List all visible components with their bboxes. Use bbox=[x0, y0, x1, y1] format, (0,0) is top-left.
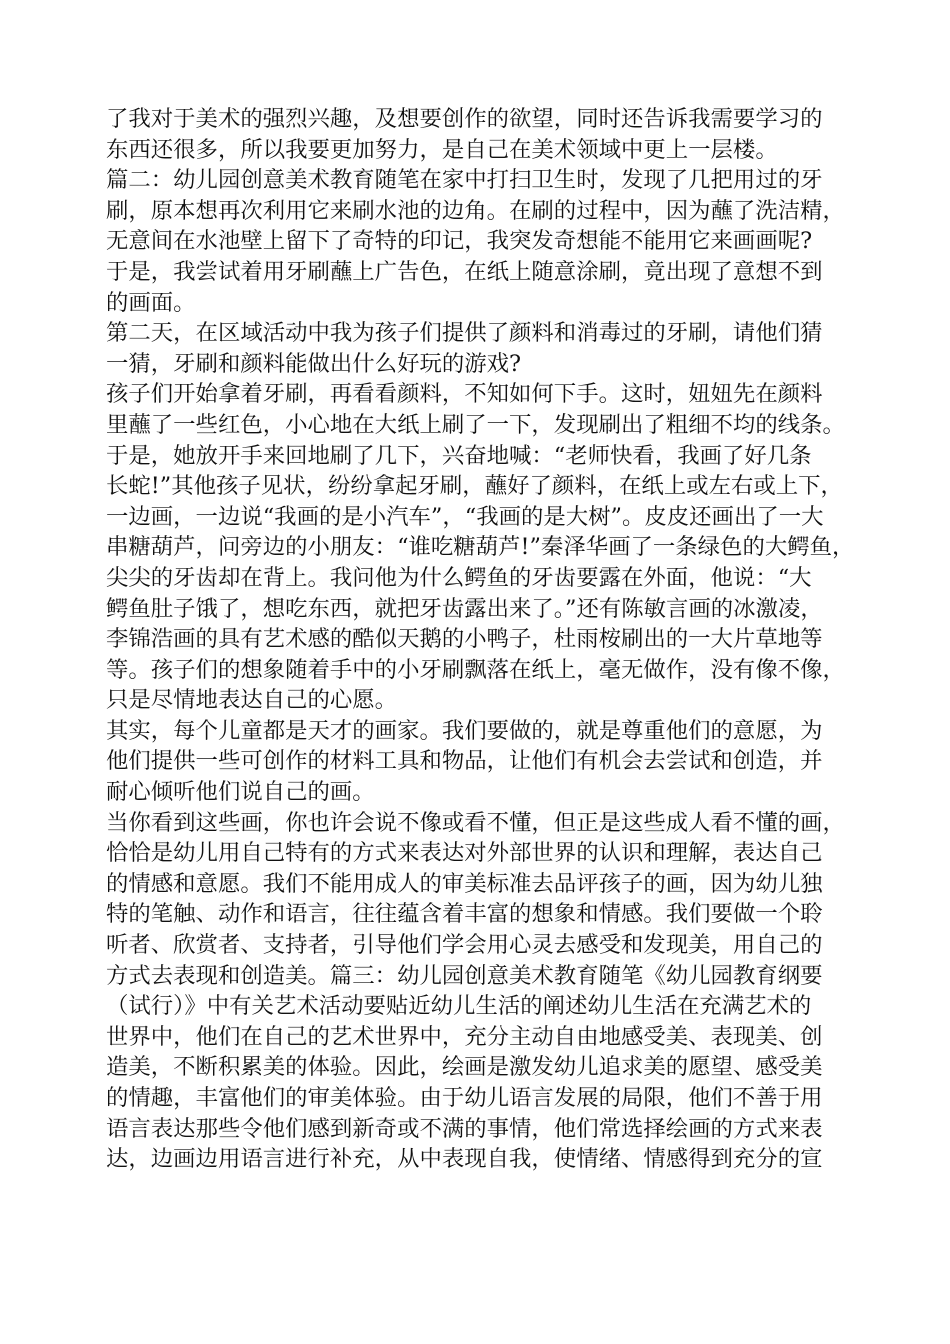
text-line: 达，边画边用语言进行补充，从中表现自我，使情绪、情感得到充分的宣 bbox=[106, 1146, 823, 1173]
text-line: 于是，我尝试着用牙刷蘸上广告色，在纸上随意涂刷，竟出现了意想不到 bbox=[106, 258, 823, 285]
text-line: 恰恰是幼儿用自己特有的方式来表达对外部世界的认识和理解，表达自己 bbox=[106, 840, 823, 867]
text-line: 特的笔触、动作和语言，往往蕴含着丰富的想象和情感。我们要做一个聆 bbox=[106, 901, 823, 928]
text-line: 了我对于美术的强烈兴趣，及想要创作的欲望，同时还告诉我需要学习的 bbox=[106, 106, 823, 132]
text-line: 无意间在水池壁上留下了奇特的印记，我突发奇想能不能用它来画画呢? bbox=[106, 228, 813, 255]
text-line: 等。孩子们的想象随着手中的小牙刷飘落在纸上，毫无做作，没有像不像， bbox=[106, 656, 845, 683]
text-line: 的画面。 bbox=[106, 289, 196, 316]
text-line: 听者、欣赏者、支持者，引导他们学会用心灵去感受和发现美，用自己的 bbox=[106, 932, 823, 959]
text-line: 当你看到这些画，你也许会说不像或看不懂，但正是这些成人看不懂的画， bbox=[106, 809, 845, 836]
text-line: 方式去表现和创造美。篇三：幼儿园创意美术教育随笔《幼儿园教育纲要 bbox=[106, 962, 823, 989]
text-line: 里蘸了一些红色，小心地在大纸上刷了一下，发现刷出了粗细不均的线条。 bbox=[106, 411, 845, 438]
text-line: （试行）》中有关艺术活动要贴近幼儿生活的阐述幼儿生活在充满艺术的 bbox=[106, 993, 812, 1020]
text-line: 的情趣，丰富他们的审美体验。由于幼儿语言发展的局限，他们不善于用 bbox=[106, 1085, 823, 1111]
text-line: 他们提供一些可创作的材料工具和物品，让他们有机会去尝试和创造，并 bbox=[106, 748, 823, 775]
text-line: 第二天，在区域活动中我为孩子们提供了颜料和消毒过的牙刷，请他们猜 bbox=[106, 320, 823, 347]
text-line: 的情感和意愿。我们不能用成人的审美标准去品评孩子的画，因为幼儿独 bbox=[106, 870, 823, 897]
text-line: 耐心倾听他们说自己的画。 bbox=[106, 779, 375, 806]
text-line: 世界中，他们在自己的艺术世界中，充分主动自由地感受美、表现美、创 bbox=[106, 1023, 823, 1050]
text-line: 一猜，牙刷和颜料能做出什么好玩的游戏? bbox=[106, 350, 522, 377]
text-line: 刷，原本想再次利用它来刷水池的边角。在刷的过程中，因为蘸了洗洁精， bbox=[106, 197, 845, 224]
text-line: 鳄鱼肚子饿了，想吃东西，就把牙齿露出来了。”还有陈敏言画的冰激凌， bbox=[106, 595, 823, 622]
document-body bbox=[106, 104, 858, 1175]
text-line: 长蛇!”其他孩子见状，纷纷拿起牙刷，蘸好了颜料，在纸上或左右或上下， bbox=[106, 473, 843, 500]
text-line: 孩子们开始拿着牙刷，再看看颜料，不知如何下手。这时，妞妞先在颜料 bbox=[106, 381, 823, 408]
text-line: 于是，她放开手来回地刷了几下，兴奋地喊：“老师快看，我画了好几条 bbox=[106, 442, 812, 469]
text-line: 尖尖的牙齿却在背上。我问他为什么鳄鱼的牙齿要露在外面，他说：“大 bbox=[106, 564, 812, 591]
text-line: 东西还很多，所以我要更加努力，是自己在美术领域中更上一层楼。 bbox=[106, 136, 778, 163]
text-line: 一边画，一边说“我画的是小汽车”，“我画的是大树”。皮皮还画出了一大 bbox=[106, 503, 824, 530]
text-line: 其实，每个儿童都是天才的画家。我们要做的，就是尊重他们的意愿，为 bbox=[106, 717, 823, 744]
text-line: 造美，不断积累美的体验。因此，绘画是激发幼儿追求美的愿望、感受美 bbox=[106, 1054, 823, 1081]
text-line: 语言表达那些令他们感到新奇或不满的事情，他们常选择绘画的方式来表 bbox=[106, 1115, 823, 1142]
text-line: 只是尽情地表达自己的心愿。 bbox=[106, 687, 398, 714]
text-line: 篇二：幼儿园创意美术教育随笔在家中打扫卫生时，发现了几把用过的牙 bbox=[106, 167, 823, 194]
text-line: 李锦浩画的具有艺术感的酷似天鹅的小鸭子，杜雨桉刷出的一大片草地等 bbox=[106, 626, 823, 653]
text-line: 串糖葫芦，问旁边的小朋友：“谁吃糖葫芦!”秦泽华画了一条绿色的大鳄鱼， bbox=[106, 534, 855, 561]
